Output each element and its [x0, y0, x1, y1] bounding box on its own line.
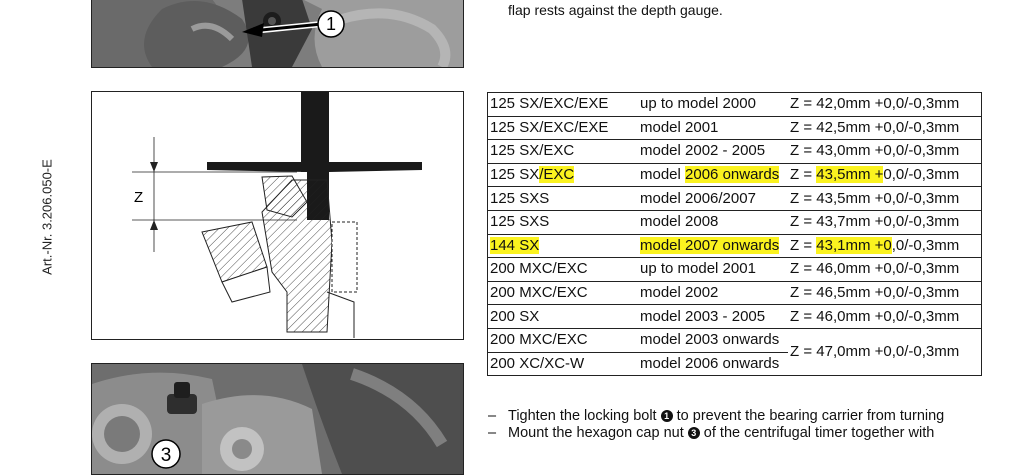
- step-text-part: Mount the hexagon cap nut: [508, 425, 688, 441]
- z-value-cell: Z = 43,5mm +0,0/-0,3mm: [788, 187, 982, 211]
- table-row: [488, 187, 982, 211]
- engine-photo-top: [91, 0, 464, 68]
- model-cell: 125 SX/EXC/EXE: [488, 116, 639, 140]
- callout-3: 3: [160, 445, 172, 466]
- table-row-highlighted: [488, 234, 982, 258]
- caption-text: flap rests against the depth gauge.: [508, 2, 723, 18]
- model-cell: 200 MXC/EXC: [488, 281, 639, 305]
- table-row: [488, 116, 982, 140]
- dimension-z-label: Z: [134, 189, 144, 206]
- list-item: [488, 425, 982, 442]
- model-cell: 125 SX/EXC/EXE: [488, 93, 639, 117]
- z-value-cell: Z = 46,0mm +0,0/-0,3mm: [788, 305, 982, 329]
- years-cell: [638, 234, 788, 258]
- z-value-cell: Z = 43,0mm +0,0/-0,3mm: [788, 140, 982, 164]
- step-text-part: Tighten the locking bolt: [508, 408, 661, 424]
- step-text: [508, 408, 982, 425]
- years-text: model: [640, 166, 686, 184]
- engine-photo-bottom: [91, 363, 464, 475]
- highlight-mark: 144 SX: [490, 236, 540, 254]
- z-value-cell: Z = 42,0mm +0,0/-0,3mm: [788, 93, 982, 117]
- z-value-cell: [788, 163, 982, 187]
- highlight-mark: model 2007 onwards: [640, 236, 780, 254]
- years-cell: model 2001: [638, 116, 788, 140]
- table-row: [488, 281, 982, 305]
- model-cell: 125 SXS: [488, 187, 639, 211]
- z-text: Z =: [790, 236, 817, 254]
- instruction-list: [488, 408, 982, 442]
- step-text-part: of the centrifugal timer together with: [699, 425, 935, 441]
- model-cell: 125 SX/EXC: [488, 140, 639, 164]
- model-cell: 200 XC/XC-W: [488, 352, 639, 376]
- callout-1: 1: [325, 14, 337, 34]
- list-dash: –: [488, 408, 497, 424]
- highlight-mark: 43,1mm +0: [816, 236, 892, 254]
- step-text-part: to prevent the bearing carrier from turning: [672, 408, 945, 424]
- z-value-cell: [788, 234, 982, 258]
- years-cell: model 2003 - 2005: [638, 305, 788, 329]
- years-cell: model 2003 onwards: [638, 328, 788, 352]
- table-row: [488, 93, 982, 117]
- spec-table: [487, 92, 982, 376]
- model-cell: 200 MXC/EXC: [488, 328, 639, 352]
- table-row: [488, 210, 982, 234]
- z-value-cell: Z = 46,5mm +0,0/-0,3mm: [788, 281, 982, 305]
- highlight-mark: 43,5mm +: [816, 166, 884, 184]
- z-value-cell: Z = 42,5mm +0,0/-0,3mm: [788, 116, 982, 140]
- years-cell: up to model 2000: [638, 93, 788, 117]
- highlight-mark: /EXC: [539, 166, 575, 184]
- years-cell: model 2002: [638, 281, 788, 305]
- step-text: [508, 425, 982, 442]
- model-cell: 200 SX: [488, 305, 639, 329]
- model-cell: [488, 234, 639, 258]
- model-cell: [488, 163, 639, 187]
- list-item: [488, 408, 982, 425]
- z-text: ,0/-0,3mm: [891, 236, 960, 254]
- table-row: [488, 258, 982, 282]
- marker-1-icon: 1: [661, 410, 673, 422]
- table-row-highlighted: [488, 163, 982, 187]
- table-row: [488, 328, 982, 352]
- z-value-cell: Z = 46,0mm +0,0/-0,3mm: [788, 258, 982, 282]
- highlight-mark: 2006 onwards: [685, 166, 780, 184]
- z-text: 0,0/-0,3mm: [883, 166, 960, 184]
- years-cell: model 2008: [638, 210, 788, 234]
- years-cell: model 2002 - 2005: [638, 140, 788, 164]
- model-cell: 125 SXS: [488, 210, 639, 234]
- z-value-cell: Z = 43,7mm +0,0/-0,3mm: [788, 210, 982, 234]
- table-row: [488, 305, 982, 329]
- model-text: 125 SX: [490, 166, 540, 184]
- list-dash: –: [488, 425, 497, 441]
- marker-3-icon: 3: [688, 427, 700, 439]
- z-value-cell: Z = 47,0mm +0,0/-0,3mm: [788, 328, 982, 375]
- years-cell: model 2006/2007: [638, 187, 788, 211]
- model-cell: 200 MXC/EXC: [488, 258, 639, 282]
- years-cell: [638, 163, 788, 187]
- years-cell: model 2006 onwards: [638, 352, 788, 376]
- depth-gauge-diagram: [91, 91, 464, 340]
- z-text: Z =: [790, 166, 817, 184]
- article-number-label: Art.-Nr. 3.206.050-E: [39, 159, 55, 275]
- table-row: [488, 140, 982, 164]
- years-cell: up to model 2001: [638, 258, 788, 282]
